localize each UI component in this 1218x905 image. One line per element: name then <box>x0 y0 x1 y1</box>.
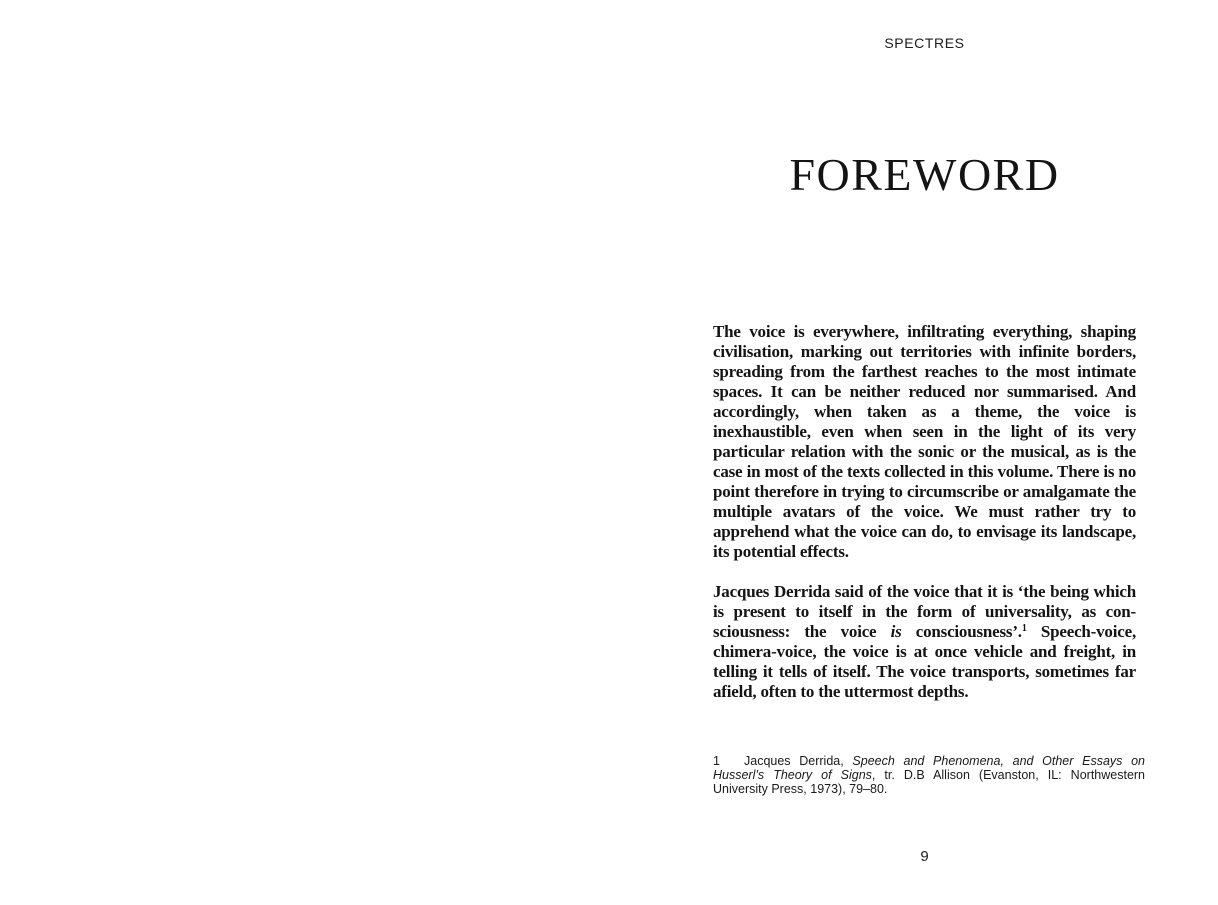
chapter-title: FOREWORD <box>789 149 1060 200</box>
paragraph-2 <box>713 582 1136 702</box>
footnote-marker: 1 <box>713 754 720 768</box>
paragraph-2-text-start: Jacques Derrida said of the voice that it is ‘the being which is present to itself in the form of universality, as con-sciousness: the voice <box>713 582 1136 641</box>
footnote-text-start: Jacques Derrida, <box>744 754 853 768</box>
footnote <box>713 754 1145 796</box>
paragraph-2-text-mid: consciousness’. <box>901 622 1022 641</box>
page-number: 9 <box>920 848 929 865</box>
footnote-reference: 1 <box>1021 623 1027 634</box>
footnote-title-italic: Speech and Phenomena, and Other Essays on Husserl’s Theory of Signs <box>713 754 1145 782</box>
paragraph-1: The voice is everywhere, infiltrating everything, shaping civilisation, marking out territories with infinite borders, spreading from the farthest reaches to the most intimate spaces. It can be neither reduced nor summarised. And accordingly, when taken as a theme, the voice is inexhaustible, even when seen in the light of its very particular relation with the sonic or the musical, as is the case in most of the texts collected in this volume. There is no point therefore in trying to circumscribe or amalgamate the multiple avatars of the voice. We must rather try to apprehend what the voice can do, to envisage its landscape, its potential effects. <box>713 322 1136 561</box>
paragraph-2-text-end: Speech-voice, chimera-voice, the voice is at once vehicle and freight, in telling it tells of itself. The voice transports, sometimes far afield, often to the uttermost depths. <box>713 622 1136 701</box>
right-page <box>609 0 1218 905</box>
footnote-text-end: , tr. D.B Allison (Evanston, IL: Northwestern University Press, 1973), 79–80. <box>713 768 1146 796</box>
body-text <box>713 322 1136 702</box>
italic-emphasis: is <box>890 622 902 641</box>
running-head: SPECTRES <box>884 35 965 51</box>
